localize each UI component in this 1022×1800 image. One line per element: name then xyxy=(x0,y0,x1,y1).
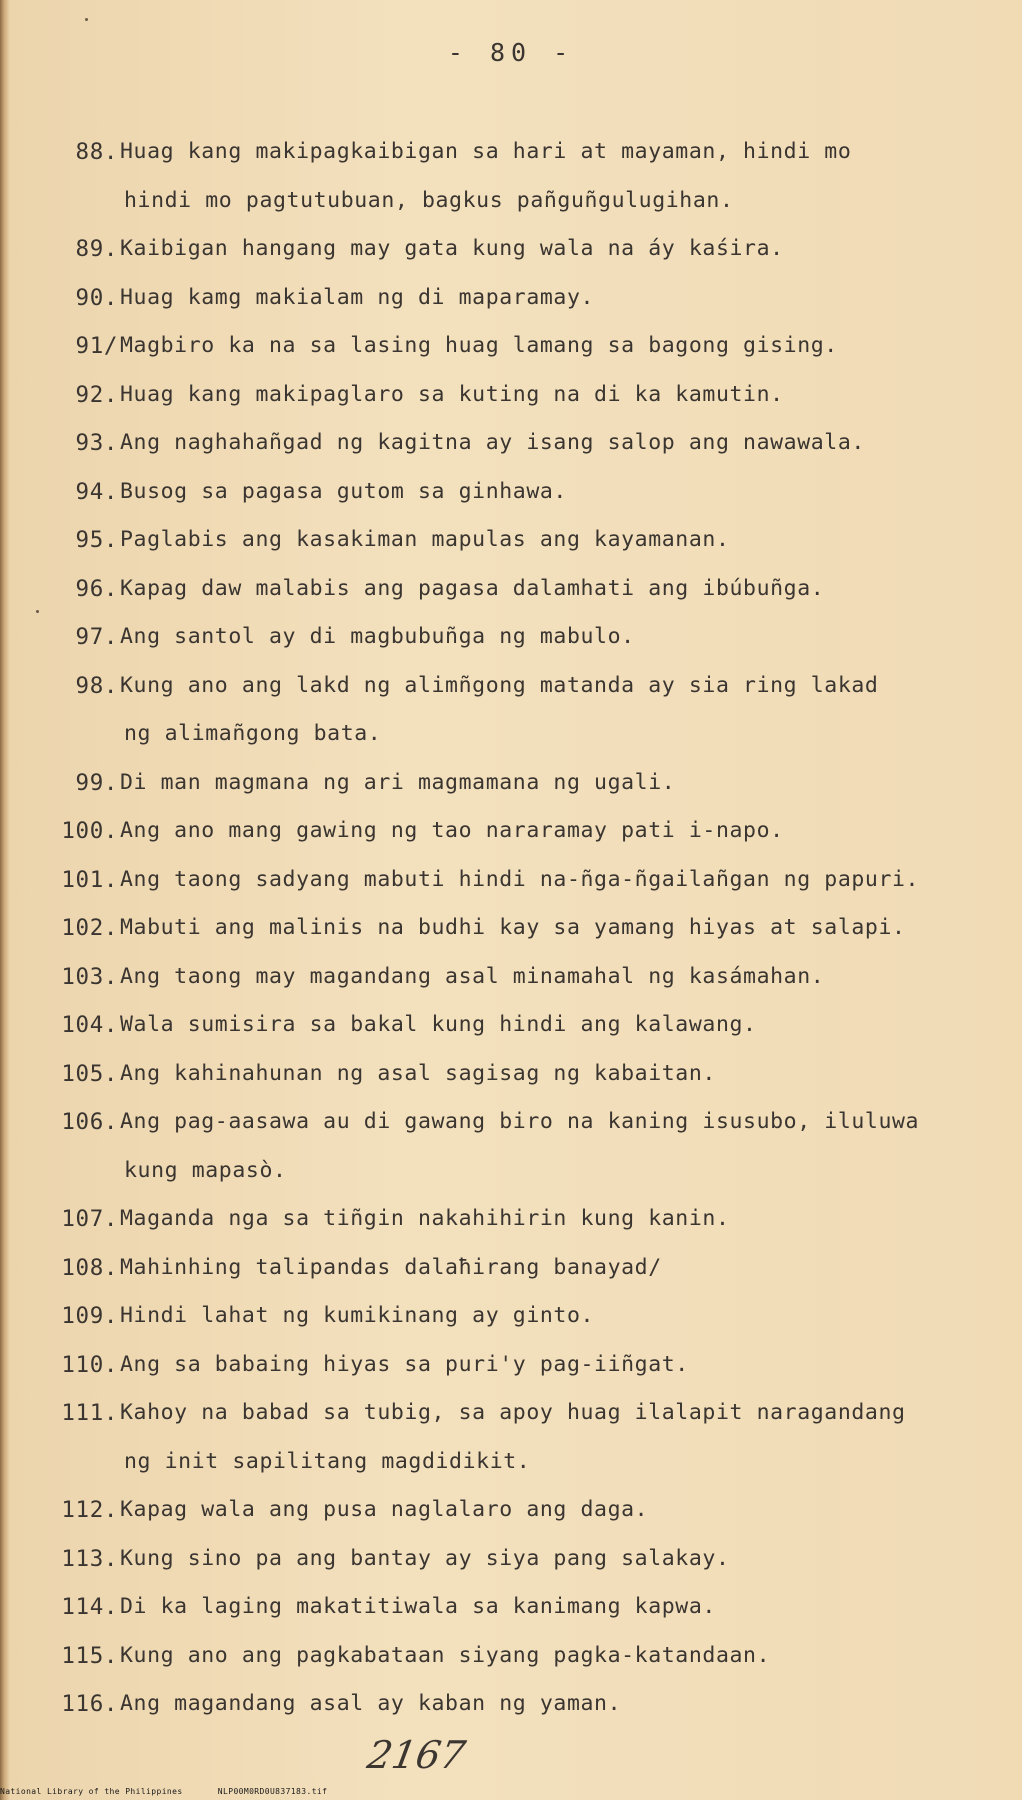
proverb-text: Kung sino pa ang bantay ay siya pang salakay. xyxy=(120,1545,730,1571)
proverb-item xyxy=(0,1244,1022,1293)
proverb-number: 95. xyxy=(75,527,118,553)
proverb-number: 111. xyxy=(61,1400,118,1426)
proverb-text: Di man magmana ng ari magmamana ng ugali. xyxy=(120,769,676,795)
proverb-item xyxy=(0,953,1022,1002)
proverb-continuation: hindi mo pagtutubuan, bagkus pañguñgulugihan. xyxy=(124,187,734,213)
footer-source: National Library of the Philippines xyxy=(0,1787,183,1796)
proverb-number: 91/ xyxy=(75,333,118,359)
proverb-item xyxy=(0,807,1022,856)
proverb-number: 102. xyxy=(61,915,118,941)
ink-speck xyxy=(85,18,88,21)
proverb-number: 94. xyxy=(75,478,118,505)
handwritten-mark: 2167 xyxy=(364,1733,469,1777)
proverb-item xyxy=(0,1632,1022,1681)
page-number: - 80 - xyxy=(447,38,575,67)
proverb-text: Mahinhing talipandas dalaħirang banayad/ xyxy=(120,1254,662,1280)
proverb-number: 114. xyxy=(61,1594,118,1620)
proverb-item xyxy=(0,1535,1022,1584)
proverb-number: 116. xyxy=(61,1691,118,1717)
proverb-item xyxy=(0,1583,1022,1632)
proverb-item xyxy=(0,225,1022,274)
proverb-text: Huag kang makipaglaro sa kuting na di ka kamutin. xyxy=(120,381,784,407)
proverb-item xyxy=(0,1680,1022,1729)
proverb-number: 106. xyxy=(61,1109,118,1135)
proverb-text: Paglabis ang kasakiman mapulas ang kayamanan. xyxy=(120,527,730,552)
proverb-text: Maganda nga sa tiñgin nakahihirin kung kanin. xyxy=(120,1206,730,1231)
proverb-number: 112. xyxy=(61,1497,118,1523)
proverb-number: 101. xyxy=(61,866,118,893)
proverb-item xyxy=(0,1389,1022,1486)
proverb-text: Kahoy na babad sa tubig, sa apoy huag ilalapit naragandang xyxy=(120,1400,906,1425)
proverb-item xyxy=(0,322,1022,371)
proverb-number: 90. xyxy=(75,284,118,311)
proverb-text: Wala sumisira sa bakal kung hindi ang kalawang. xyxy=(120,1012,757,1037)
proverb-number: 107. xyxy=(61,1206,118,1232)
proverb-item xyxy=(0,856,1022,905)
proverb-number: 105. xyxy=(61,1060,118,1087)
proverb-item xyxy=(0,904,1022,953)
proverb-item xyxy=(0,1001,1022,1050)
proverb-text: Kapag daw malabis ang pagasa dalamhati ang ibúbuñga. xyxy=(120,575,825,601)
proverb-number: 113. xyxy=(61,1545,118,1572)
archive-footer xyxy=(0,1787,1022,1796)
proverb-text: Kaibigan hangang may gata kung wala na áy kaśira. xyxy=(120,236,784,261)
proverb-text: Ang santol ay di magbubuñga ng mabulo. xyxy=(120,624,635,649)
proverb-number: 97. xyxy=(75,624,118,650)
proverb-text: Ang naghahañgad ng kagitna ay isang salop ang nawawala. xyxy=(120,430,865,455)
proverb-number: 89. xyxy=(75,236,118,262)
proverb-text: Ang magandang asal ay kaban ng yaman. xyxy=(120,1691,622,1716)
proverb-item xyxy=(0,419,1022,468)
proverb-text: Mabuti ang malinis na budhi kay sa yamang hiyas at salapi. xyxy=(120,915,906,940)
proverb-item xyxy=(0,128,1022,225)
ink-speck xyxy=(36,610,39,613)
proverb-continuation: ng init sapilitang magdidikit. xyxy=(124,1448,531,1474)
proverb-text: Ang taong sadyang mabuti hindi na-ñga-ñgailañgan ng papuri. xyxy=(120,866,920,892)
proverb-number: 104. xyxy=(61,1012,118,1038)
proverb-item xyxy=(0,1486,1022,1535)
proverb-number: 88. xyxy=(75,139,118,165)
proverb-text: Hindi lahat ng kumikinang ay ginto. xyxy=(120,1303,595,1328)
proverb-number: 109. xyxy=(61,1303,118,1329)
proverb-item xyxy=(0,516,1022,565)
proverb-number: 110. xyxy=(61,1351,118,1378)
proverb-text: Di ka laging makatitiwala sa kanimang kapwa. xyxy=(120,1594,716,1619)
proverb-number: 103. xyxy=(61,963,118,990)
proverb-number: 99. xyxy=(75,769,118,796)
proverb-text: Ang sa babaing hiyas sa puri'y pag-iiñgat. xyxy=(120,1351,689,1377)
proverb-item xyxy=(0,274,1022,323)
proverb-item xyxy=(0,759,1022,808)
proverb-item xyxy=(0,1050,1022,1099)
proverb-number: 100. xyxy=(61,818,118,844)
proverb-list xyxy=(0,128,1022,1729)
proverb-text: Ang taong may magandang asal minamahal ng kasámahan. xyxy=(120,963,825,989)
proverb-item xyxy=(0,1098,1022,1195)
proverb-text: Busog sa pagasa gutom sa ginhawa. xyxy=(120,478,567,504)
proverb-continuation: ng alimañgong bata. xyxy=(124,721,382,746)
proverb-item xyxy=(0,1195,1022,1244)
proverb-text: Ang pag-aasawa au di gawang biro na kaning isusubo, iluluwa xyxy=(120,1109,920,1134)
proverb-item xyxy=(0,613,1022,662)
proverb-item xyxy=(0,468,1022,517)
proverb-number: 92. xyxy=(75,381,118,408)
proverb-item xyxy=(0,371,1022,420)
proverb-text: Ang kahinahunan ng asal sagisag ng kabaitan. xyxy=(120,1060,716,1086)
proverb-text: Kapag wala ang pusa naglalaro ang daga. xyxy=(120,1497,649,1522)
proverb-continuation: kung mapasò. xyxy=(124,1157,287,1183)
proverb-number: 115. xyxy=(61,1642,118,1669)
proverb-text: Magbiro ka na sa lasing huag lamang sa bagong gising. xyxy=(120,333,838,358)
proverb-item xyxy=(0,1292,1022,1341)
proverb-text: Kung ano ang lakd ng alimñgong matanda ay sia ring lakad xyxy=(120,672,879,698)
proverb-text: Huag kang makipagkaibigan sa hari at mayaman, hindi mo xyxy=(120,139,852,164)
proverb-item xyxy=(0,662,1022,759)
proverb-text: Kung ano ang pagkabataan siyang pagka-katandaan. xyxy=(120,1642,771,1668)
footer-filename: NLP00M0RD0U837183.tif xyxy=(217,1787,328,1796)
proverb-item xyxy=(0,1341,1022,1390)
proverb-text: Huag kamg makialam ng di maparamay. xyxy=(120,284,595,310)
proverb-number: 98. xyxy=(75,672,118,699)
proverb-text: Ang ano mang gawing ng tao nararamay pati i-napo. xyxy=(120,818,784,843)
proverb-number: 93. xyxy=(75,430,118,456)
proverb-number: 108. xyxy=(61,1254,118,1281)
proverb-item xyxy=(0,565,1022,614)
proverb-number: 96. xyxy=(75,575,118,602)
